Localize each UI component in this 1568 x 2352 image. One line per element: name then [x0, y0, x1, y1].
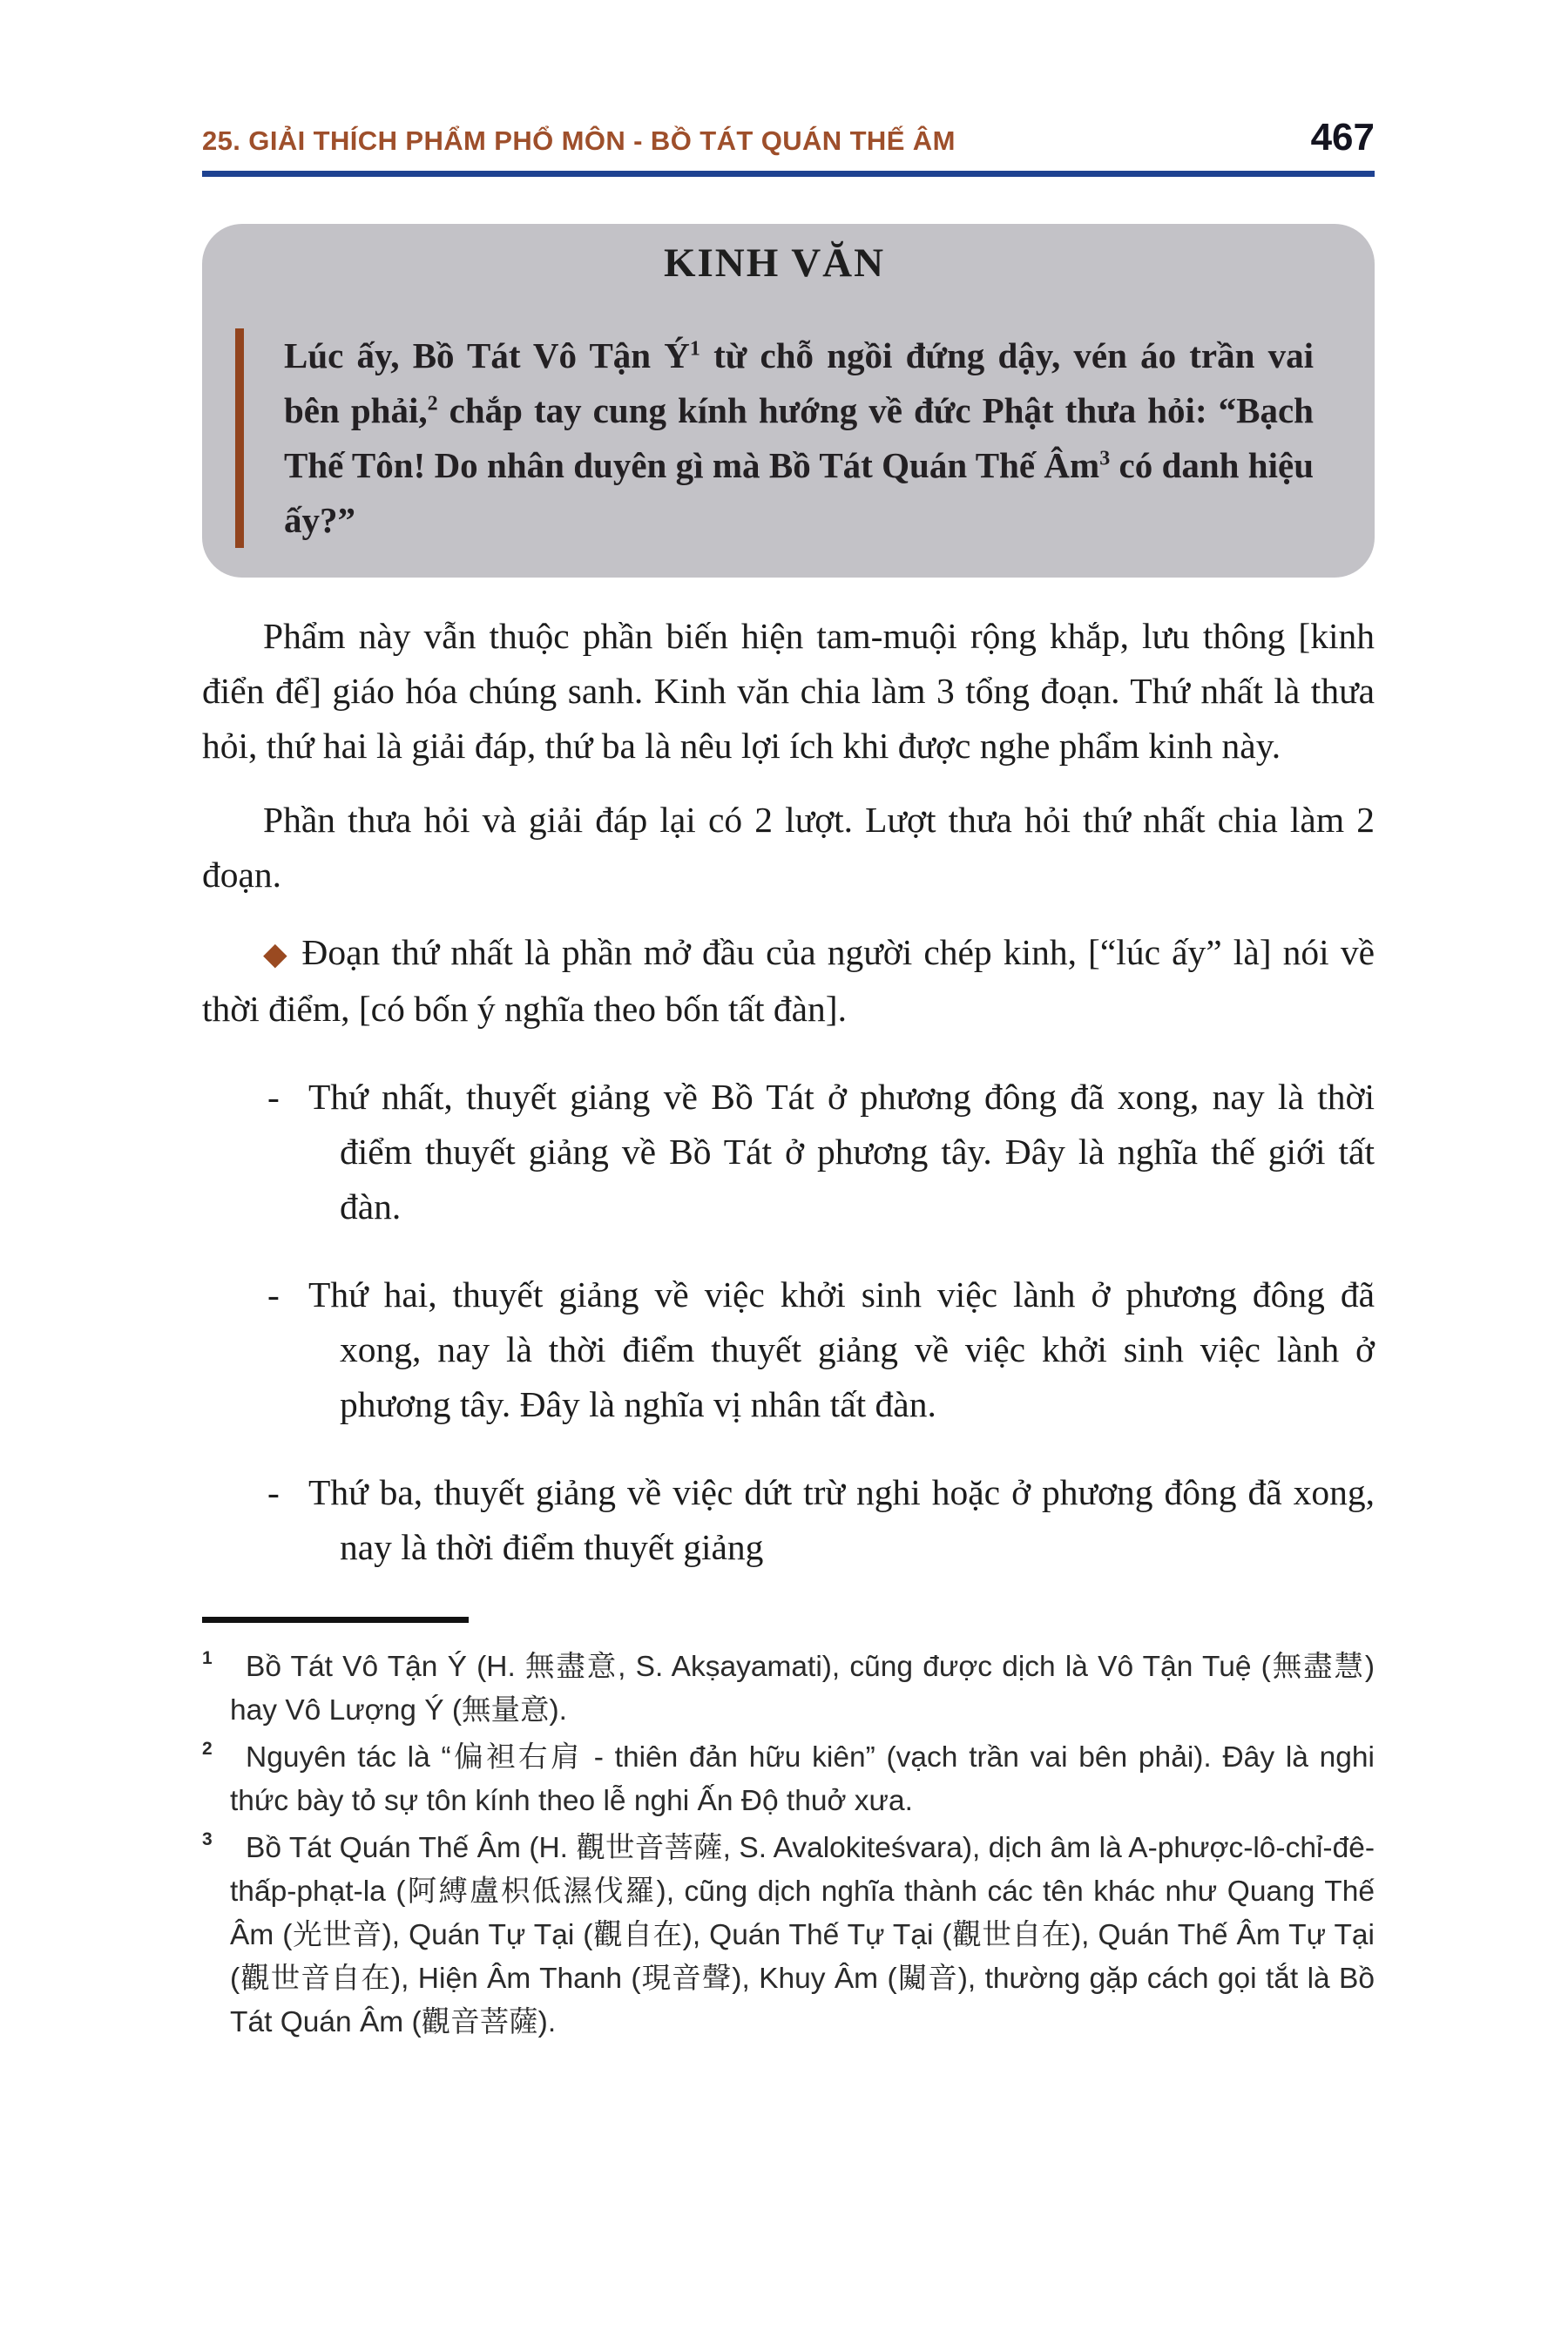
scripture-quote — [235, 328, 1314, 548]
paragraph: Phẩm này vẫn thuộc phần biến hiện tam-muội rộng khắp, lưu thông [kinh điển để] giáo hóa chúng sanh. Kinh văn chia làm 3 tổng đoạn. Thứ nhất là thưa hỏi, thứ hai là giải đáp, thứ ba là nêu lợi ích khi được nghe phẩm kinh này. — [202, 616, 1375, 766]
list-item — [202, 1267, 1375, 1432]
page-number: 467 — [1310, 116, 1375, 159]
footnote-separator — [202, 1617, 469, 1623]
commentary-body — [202, 609, 1375, 1575]
scripture-box — [202, 224, 1375, 578]
chapter-title: 25. GIẢI THÍCH PHẨM PHỔ MÔN - BỒ TÁT QUÁN THẾ ÂM — [202, 125, 956, 156]
footnote-ref-3: 3 — [1099, 447, 1111, 470]
list-item-text: Thứ nhất, thuyết giảng về Bồ Tát ở phương đông đã xong, nay là thời điểm thuyết giảng về Bồ Tát ở phương tây. Đây là nghĩa thế giới tất đàn. — [308, 1077, 1375, 1227]
paragraph: Phần thưa hỏi và giải đáp lại có 2 lượt. Lượt thưa hỏi thứ nhất chia làm 2 đoạn. — [202, 800, 1375, 895]
dash-bullet: - — [267, 1077, 280, 1117]
footnote: $^3$ Bồ Tát Quán Thế Âm (H. 觀世音菩薩, S. Avalokiteśvara), dịch âm là A-phược-lô-chỉ-đê-thấp-phạt-la (阿縛盧枳低濕伐羅), cũng dịch nghĩa thành các tên khác như Quang Thế Âm (光世音), Quán Tự Tại (觀自在), Quán Thế Tự Tại (觀世自在), Quán Thế Âm Tự Tại (觀世音自在), Hiện Âm Thanh (現音聲), Khuy Âm (闚音), thường gặp cách gọi tắt là Bồ Tát Quán Âm (觀音菩薩). — [202, 1829, 1375, 2038]
paragraph-text: Đoạn thứ nhất là phần mở đầu của người chép kinh, [“lúc ấy” là] nói về thời điểm, [có bốn ý nghĩa theo bốn tất đàn]. — [202, 932, 1375, 1029]
list-item — [202, 1465, 1375, 1575]
footnotes — [202, 1646, 1375, 2044]
footnote-ref-1: 1 — [689, 337, 700, 361]
quote-segment: từ chỗ ngồi đứng dậy, vén áo trần vai bên phải, — [284, 335, 1315, 430]
running-head — [202, 118, 1375, 157]
list-item-text: Thứ hai, thuyết giảng về việc khởi sinh việc lành ở phương đông đã xong, nay là thời điểm thuyết giảng về việc khởi sinh việc lành ở phương tây. Đây là nghĩa vị nhân tất đàn. — [308, 1274, 1375, 1424]
diamond-bullet-icon: ◆ — [263, 936, 290, 972]
dash-bullet: - — [267, 1274, 280, 1315]
list-item — [202, 1070, 1375, 1234]
header-rule — [202, 171, 1375, 177]
quote-segment: chắp tay cung kính hướng về đức Phật thưa hỏi: “Bạch Thế Tôn! Do nhân duyên gì mà Bồ Tát Quán Thế Âm — [284, 390, 1314, 485]
quote-segment: Lúc ấy, Bồ Tát Vô Tận Ý — [284, 335, 690, 375]
footnote-text: Bồ Tát Quán Thế Âm (H. 觀世音菩薩, S. Avalokiteśvara), dịch âm là A-phược-lô-chỉ-đê-thấp-phạt-la (阿縛盧枳低濕伐羅), cũng dịch nghĩa thành các tên khác như Quang Thế Âm (光世音), Quán Tự Tại (觀自在), Quán Thế Tự Tại (觀世自在), Quán Thế Âm Tự Tại (觀世音自在), Hiện Âm Thanh (現音聲), Khuy Âm (闚音), thường gặp cách gọi tắt là Bồ Tát Quán Âm (觀音菩薩). — [230, 1832, 1375, 2038]
footnote: $^2$ Nguyên tác là “偏袒右肩 - thiên đản hữu kiên” (vạch trần vai bên phải). Đây là nghi thức bày tỏ sự tôn kính theo lễ nghi Ấn Độ thuở xưa. — [202, 1739, 1375, 1817]
footnote: $^1$ Bồ Tát Vô Tận Ý (H. 無盡意, S. Akṣayamati), cũng được dịch là Vô Tận Tuệ (無盡慧) hay Vô Lượng Ý (無量意). — [202, 1648, 1375, 1727]
footnote-ref-2: 2 — [427, 392, 438, 416]
footnote-text: Bồ Tát Vô Tận Ý (H. 無盡意, S. Akṣayamati), cũng được dịch là Vô Tận Tuệ (無盡慧) hay Vô Lượng Ý (無量意). — [230, 1651, 1375, 1727]
dash-bullet: - — [267, 1472, 280, 1512]
quote-segment: có danh hiệu ấy?” — [284, 445, 1314, 540]
scripture-box-title: KINH VĂN — [663, 240, 886, 286]
list-item-text: Thứ ba, thuyết giảng về việc dứt trừ nghi hoặc ở phương đông đã xong, nay là thời điểm thuyết giảng — [308, 1472, 1375, 1567]
footnote-text: Nguyên tác là “偏袒右肩 - thiên đản hữu kiên” (vạch trần vai bên phải). Đây là nghi thức bày tỏ sự tôn kính theo lễ nghi Ấn Độ thuở xưa. — [230, 1741, 1375, 1817]
paragraph — [202, 925, 1375, 1037]
